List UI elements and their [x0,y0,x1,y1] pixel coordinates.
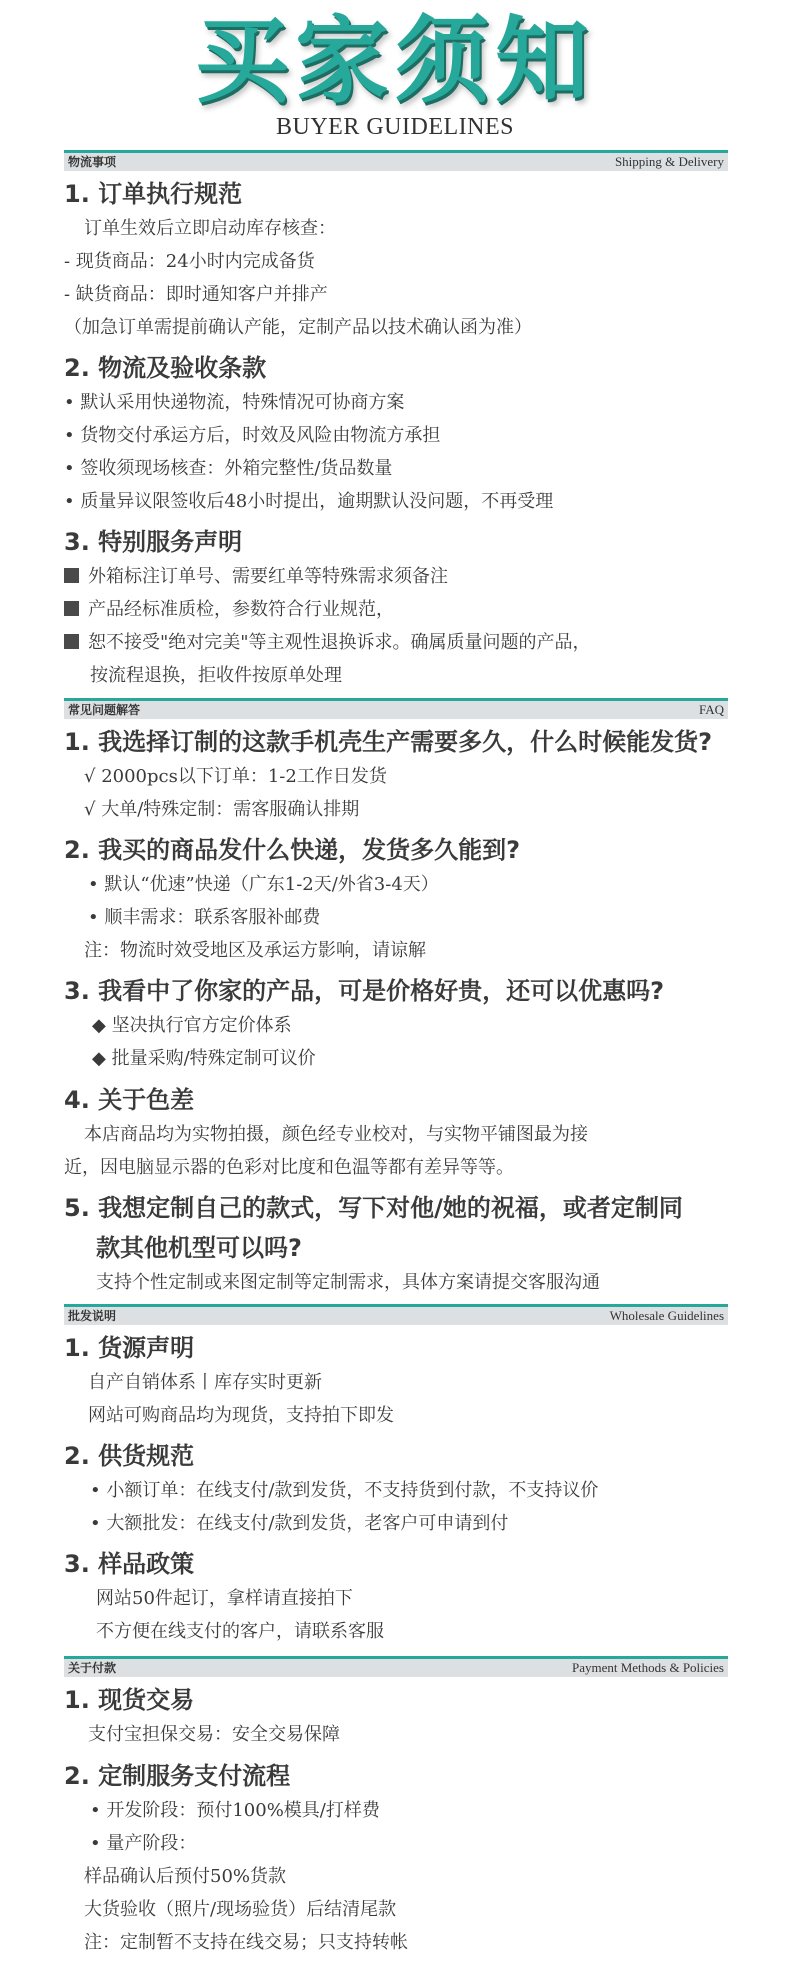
list-item: • 货物交付承运方后，时效及风险由物流方承担 [64,425,441,446]
faq-answer-line: ◆ 坚决执行官方定价体系 [92,1015,292,1036]
section-bar-label-zh: 物流事项 [68,155,117,169]
list-item [64,595,394,621]
faq-answer-line: 支持个性定制或来图定制等定制需求，具体方案请提交客服沟通 [96,1272,600,1293]
section-heading: 1. 现货交易 [64,1686,195,1714]
text-line: 网站50件起订，拿样请直接拍下 [96,1588,353,1609]
faq-answer-line: • 顺丰需求：联系客服补邮费 [88,907,321,928]
faq-question: 3. 我看中了你家的产品，可是价格好贵，还可以优惠吗? [64,977,665,1005]
square-bullet-icon [64,568,79,583]
list-item: • 默认采用快递物流，特殊情况可协商方案 [64,392,405,413]
section-bar-label-en: FAQ [698,702,724,717]
section-bar-wholesale [64,1304,728,1325]
faq-answer-line: ◆ 批量采购/特殊定制可议价 [92,1048,316,1069]
list-item [64,562,448,588]
text-line: 网站可购商品均为现货，支持拍下即发 [88,1405,394,1426]
section-bar-shipping [64,150,728,171]
faq-question: 2. 我买的商品发什么快递，发货多久能到? [64,836,521,864]
section-heading: 2. 物流及验收条款 [64,354,267,382]
list-item: • 签收须现场核查：外箱完整性/货品数量 [64,458,393,479]
section-bar-faq [64,698,728,719]
faq-question: 5. 我想定制自己的款式，写下对他/她的祝福，或者定制同 [64,1194,683,1222]
list-item: • 开发阶段：预付100%模具/打样费 [90,1800,380,1821]
section-heading: 1. 货源声明 [64,1334,195,1362]
faq-answer-line: √ 大单/特殊定制：需客服确认排期 [84,799,360,820]
list-item-text: 恕不接受"绝对完美"等主观性退换诉求。确属质量问题的产品， [88,632,591,653]
text-line: - 现货商品：24小时内完成备货 [64,251,315,272]
section-heading: 1. 订单执行规范 [64,180,243,208]
faq-answer-line: 近，因电脑显示器的色彩对比度和色温等都有差异等等。 [64,1157,514,1178]
square-bullet-icon [64,634,79,649]
faq-answer-line: 本店商品均为实物拍摄，颜色经专业校对，与实物平铺图最为接 [84,1124,588,1145]
text-line: （加急订单需提前确认产能，定制产品以技术确认函为准） [64,317,532,338]
list-item-text: 产品经标准质检，参数符合行业规范， [88,599,394,620]
faq-answer-line: • 默认“优速”快递（广东1-2天/外省3-4天） [88,874,439,895]
section-heading: 2. 定制服务支付流程 [64,1762,291,1790]
page-subtitle: BUYER GUIDELINES [276,114,514,140]
list-item: • 质量异议限签收后48小时提出，逾期默认没问题，不再受理 [64,491,554,512]
section-heading: 2. 供货规范 [64,1442,195,1470]
text-line: 大货验收（照片/现场验货）后结清尾款 [84,1899,397,1920]
list-item: • 大额批发：在线支付/款到发货，老客户可申请到付 [90,1513,509,1534]
section-bar-payment [64,1656,728,1677]
text-line: 不方便在线支付的客户，请联系客服 [96,1621,384,1642]
faq-answer-line: √ 2000pcs以下订单：1-2工作日发货 [84,766,387,787]
text-line: 注：定制暂不支持在线交易；只支持转帐 [84,1932,408,1953]
section-bar-label-zh: 常见问题解答 [68,703,141,717]
square-bullet-icon [64,601,79,616]
section-bar-label-en: Shipping & Delivery [614,154,724,169]
section-heading: 3. 样品政策 [64,1550,195,1578]
section-heading: 3. 特别服务声明 [64,528,243,556]
section-bar-label-zh: 批发说明 [68,1309,117,1323]
list-item [64,628,591,654]
text-line: 样品确认后预付50%货款 [84,1866,287,1887]
list-item: • 量产阶段： [90,1833,197,1854]
section-bar-label-en: Wholesale Guidelines [609,1308,724,1323]
text-line: 支付宝担保交易：安全交易保障 [88,1724,340,1745]
faq-question: 4. 关于色差 [64,1086,195,1114]
faq-question: 1. 我选择订制的这款手机壳生产需要多久，什么时候能发货? [64,728,713,756]
list-item-text: 外箱标注订单号、需要红单等特殊需求须备注 [88,566,448,587]
text-line: 按流程退换，拒收件按原单处理 [90,665,342,686]
faq-question: 款其他机型可以吗? [96,1234,302,1262]
list-item: • 小额订单：在线支付/款到发货，不支持货到付款，不支持议价 [90,1480,599,1501]
text-line: - 缺货商品：即时通知客户并排产 [64,284,328,305]
text-line: 自产自销体系丨库存实时更新 [88,1372,322,1393]
page-title: 买家须知 [194,7,595,116]
text-line: 订单生效后立即启动库存核查： [84,218,336,239]
section-bar-label-zh: 关于付款 [68,1661,117,1675]
section-bar-label-en: Payment Methods & Policies [571,1660,724,1675]
faq-answer-line: 注：物流时效受地区及承运方影响，请谅解 [84,940,426,961]
